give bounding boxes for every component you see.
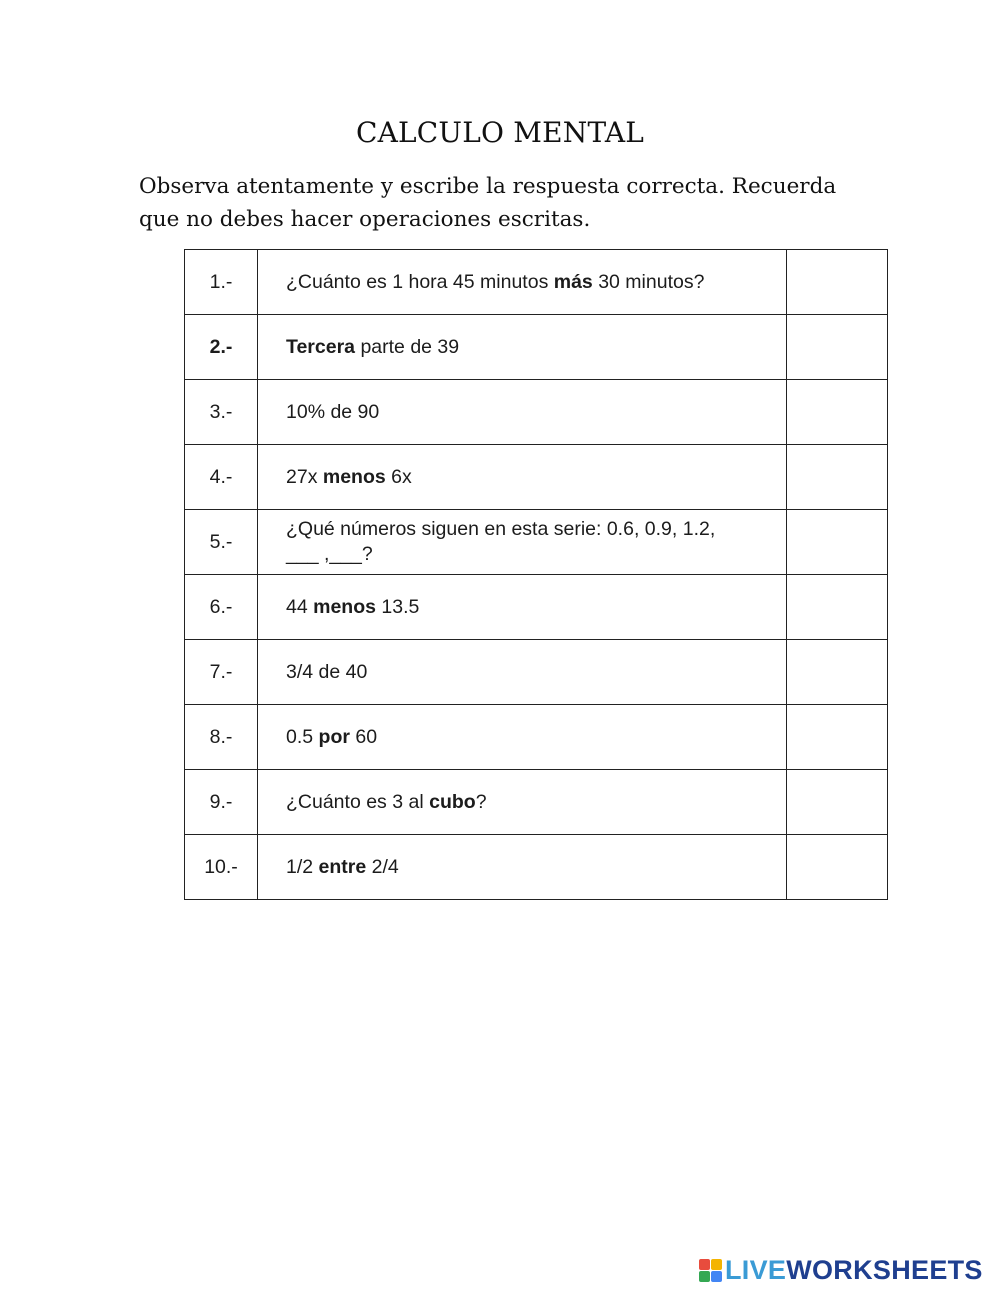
question-text-pre: ¿Cuánto es 1 hora 45 minutos <box>286 270 554 293</box>
answer-cell[interactable] <box>787 835 888 900</box>
question-text-bold: Tercera <box>286 335 356 358</box>
question-text-post: parte de 39 <box>355 335 460 358</box>
answer-cell[interactable] <box>787 575 888 640</box>
question-text <box>258 380 787 445</box>
question-text <box>258 770 787 835</box>
answer-cell[interactable] <box>787 770 888 835</box>
question-text-pre: 3/4 de 40 <box>286 660 368 683</box>
question-text-post: 13.5 <box>375 595 420 618</box>
answer-cell[interactable] <box>787 705 888 770</box>
question-text <box>258 250 787 315</box>
question-text-post: 60 <box>349 725 378 748</box>
instructions <box>139 170 869 236</box>
question-text-post: 6x <box>385 465 412 488</box>
table-row <box>185 315 888 380</box>
question-number: 4.- <box>185 445 258 510</box>
table-row <box>185 575 888 640</box>
instructions-line-2: que no debes hacer operaciones escritas. <box>139 207 591 232</box>
answer-cell[interactable] <box>787 445 888 510</box>
table-row <box>185 705 888 770</box>
answer-cell[interactable] <box>787 640 888 705</box>
table-row <box>185 770 888 835</box>
question-text-bold: más <box>553 270 593 293</box>
question-text <box>258 705 787 770</box>
question-text <box>258 835 787 900</box>
question-number: 5.- <box>185 510 258 575</box>
question-number: 10.- <box>185 835 258 900</box>
logo-text <box>725 1255 983 1285</box>
logo-square <box>711 1259 722 1270</box>
question-text <box>258 640 787 705</box>
question-text <box>258 510 787 575</box>
logo-square <box>699 1259 710 1270</box>
table-row <box>185 510 888 575</box>
question-text <box>258 445 787 510</box>
question-number: 7.- <box>185 640 258 705</box>
table-row <box>185 835 888 900</box>
page-title: CALCULO MENTAL <box>355 116 645 149</box>
question-text-bold: cubo <box>429 790 476 813</box>
question-number: 9.- <box>185 770 258 835</box>
question-text-pre: 44 <box>286 595 314 618</box>
question-text-post: 2/4 <box>366 855 399 878</box>
logo-square <box>711 1271 722 1282</box>
question-text-line-2: ___ ,___? <box>286 543 373 565</box>
question-text-post: 30 minutos? <box>592 270 705 293</box>
liveworksheets-logo-icon <box>699 1259 722 1282</box>
question-text-line-1: ¿Qué números siguen en esta serie: 0.6, 0.9, 1.2, <box>286 518 716 540</box>
question-text-pre: 0.5 <box>286 725 319 748</box>
liveworksheets-logo <box>699 1255 983 1285</box>
table-row <box>185 380 888 445</box>
table-row <box>185 445 888 510</box>
questions-table <box>184 249 888 900</box>
question-text-bold: por <box>318 725 350 748</box>
answer-cell[interactable] <box>787 510 888 575</box>
instructions-line-1: Observa atentamente y escribe la respuesta correcta. Recuerda <box>139 174 837 199</box>
question-text <box>258 315 787 380</box>
question-text-bold: menos <box>313 595 376 618</box>
question-number: 3.- <box>185 380 258 445</box>
question-text-pre: 27x <box>286 465 323 488</box>
logo-text-live: LIVE <box>725 1255 787 1285</box>
logo-text-worksheets: WORKSHEETS <box>786 1255 983 1285</box>
question-text <box>258 575 787 640</box>
answer-cell[interactable] <box>787 250 888 315</box>
question-number: 2.- <box>185 315 258 380</box>
question-text-post: ? <box>475 790 487 813</box>
question-text-bold: entre <box>318 855 367 878</box>
answer-cell[interactable] <box>787 315 888 380</box>
question-text-pre: 10% de 90 <box>286 400 380 423</box>
question-number: 6.- <box>185 575 258 640</box>
question-number: 1.- <box>185 250 258 315</box>
question-text-bold: menos <box>322 465 386 488</box>
question-text-pre: ¿Cuánto es 3 al <box>286 790 430 813</box>
answer-cell[interactable] <box>787 380 888 445</box>
logo-square <box>699 1271 710 1282</box>
table-row <box>185 250 888 315</box>
table-row <box>185 640 888 705</box>
question-number: 8.- <box>185 705 258 770</box>
question-text-pre: 1/2 <box>286 855 319 878</box>
